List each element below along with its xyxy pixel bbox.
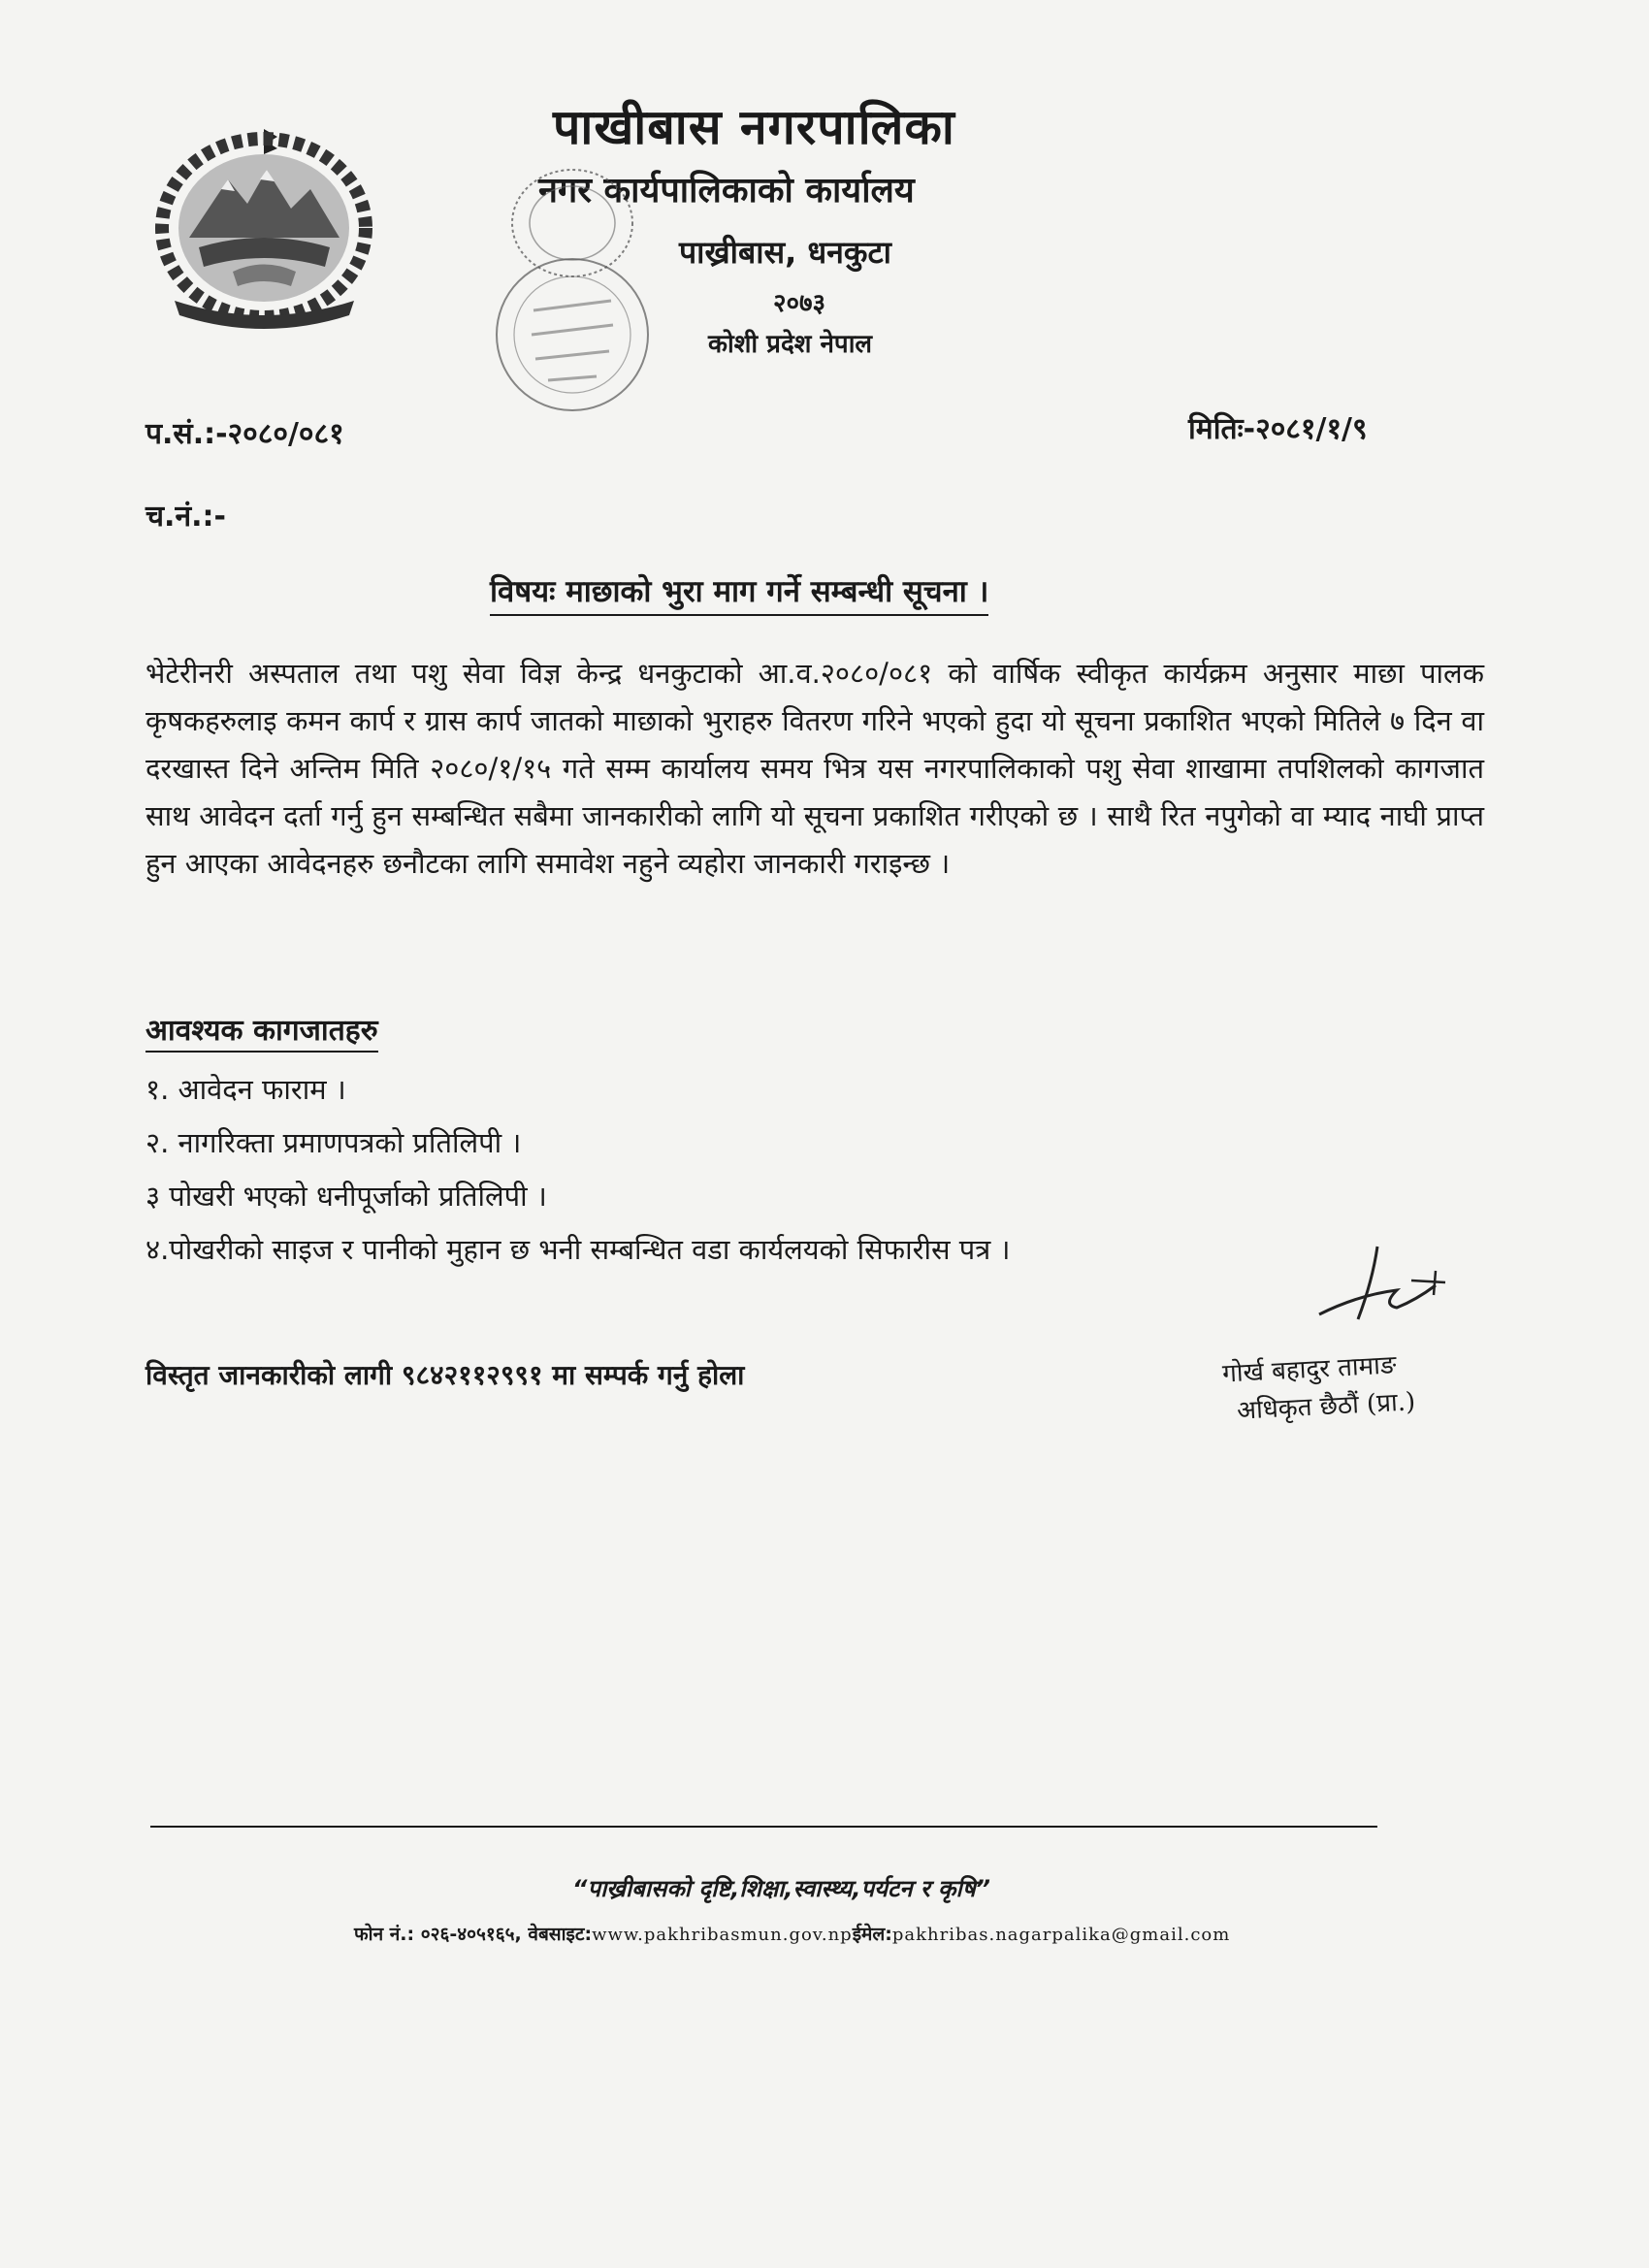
established-year: २०७३	[773, 289, 826, 318]
province-line: कोशी प्रदेश नेपाल	[708, 330, 873, 359]
office-name: नगर कार्यपालिकाको कार्यालय	[538, 171, 915, 211]
email-link[interactable]: pakhribas.nagarpalika@gmail.com	[891, 1925, 1231, 1945]
signatory-name: गोर्ख बहादुर तामाङ	[1221, 1350, 1398, 1389]
issue-date: मितिः-२०८१/१/९	[1188, 412, 1368, 446]
website-link[interactable]: www.pakhribasmun.gov.np	[592, 1925, 853, 1945]
dispatch-number: च.नं.:-	[146, 500, 226, 534]
notice-subject: विषयः माछाको भुरा माग गर्ने सम्बन्धी सूचना ।	[490, 570, 988, 616]
footer-motto: “पाख्रीबासको दृष्टि,शिक्षा,स्वास्थ्य,पर्यटन र कृषि”	[572, 1875, 991, 1902]
signature-icon	[1290, 1242, 1484, 1348]
email-label: ईमेल:	[852, 1924, 892, 1945]
list-item: ४.पोखरीको साइज र पानीको मुहान छ भनी सम्बन्धित वडा कार्यलयको सिफारीस पत्र ।	[146, 1233, 1011, 1266]
list-item: ३ पोखरी भएको धनीपूर्जाको प्रतिलिपी ।	[146, 1180, 547, 1213]
office-stamp-icon	[456, 155, 689, 437]
list-item: १. आवेदन फाराम ।	[146, 1073, 346, 1106]
nepal-emblem-icon	[146, 121, 383, 330]
footer-contact	[354, 1921, 1230, 1946]
signatory-title: अधिकृत छैठौं (प्रा.)	[1236, 1387, 1416, 1426]
phone-number: : ०२६-४०५१६५,	[406, 1924, 522, 1945]
office-address: पाख्रीबास, धनकुटा	[679, 234, 891, 271]
phone-label: फोन नं.	[354, 1924, 407, 1945]
notice-body: भेटेरीनरी अस्पताल तथा पशु सेवा विज्ञ केन्द्र धनकुटाको आ.व.२०८०/०८१ को वार्षिक स्वीकृत कार्यक्रम अनुसार माछा पालक कृषकहरुलाइ कमन कार्प र ग्रास कार्प जातको माछाको भुराहरु वितरण गरिने भएको हुदा यो सूचना प्रकाशित भएको मितिले ७ दिन वा दरखास्त दिने अन्तिम मिति २०८०/१/१५ गते सम्म कार्यालय समय भित्र यस नगरपालिकाको पशु सेवा शाखामा तपशिलको कागजात साथ आवेदन दर्ता गर्नु हुन सम्बन्धित सबैमा जानकारीको लागि यो सूचना प्रकाशित गरीएको छ । साथै रित नपुगेको वा म्याद नाघी प्राप्त हुन आएका आवेदनहरु छनौटका लागि समावेश नहुने व्यहोरा जानकारी गराइन्छ ।	[146, 657, 1484, 880]
requirements-list	[146, 1063, 1011, 1277]
contact-info: विस्तृत जानकारीको लागी ९८४२११२९९१ मा सम्पर्क गर्नु होला	[146, 1359, 745, 1391]
org-name: पाखीबास नगरपालिका	[553, 99, 955, 155]
footer-divider	[150, 1826, 1377, 1828]
website-label: वेबसाइट:	[528, 1924, 593, 1945]
list-item: २. नागरिक्ता प्रमाणपत्रको प्रतिलिपी ।	[146, 1126, 522, 1159]
requirements-heading: आवश्यक कागजातहरु	[146, 1009, 378, 1053]
reference-number: प.सं.:-२०८०/०८१	[146, 417, 344, 451]
